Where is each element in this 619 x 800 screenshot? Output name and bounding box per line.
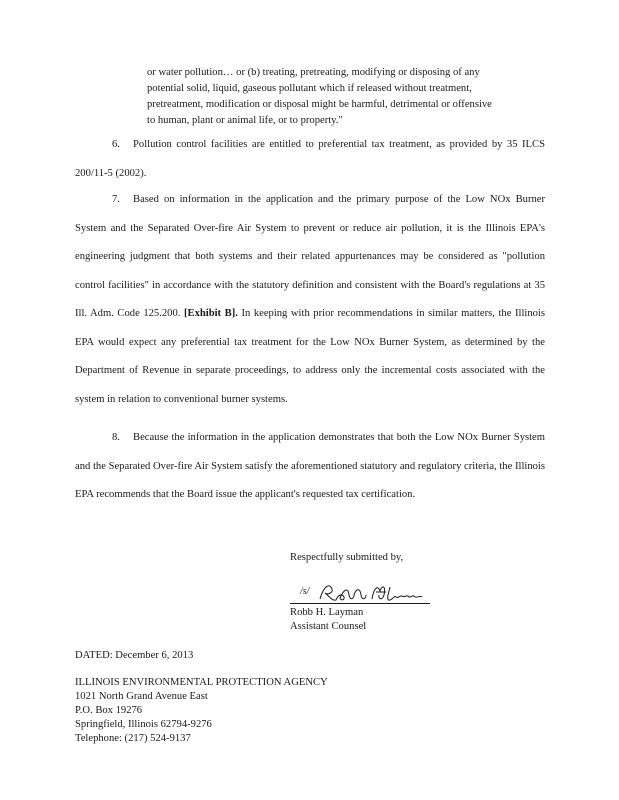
- paragraph-number: 8.: [112, 432, 120, 443]
- signer-title: Assistant Counsel: [290, 621, 367, 632]
- paragraph-number: 7.: [112, 194, 120, 205]
- closing-line: Respectfully submitted by,: [290, 552, 404, 563]
- paragraph-8: [75, 424, 545, 510]
- agency-po-box: P.O. Box 19276: [75, 705, 143, 716]
- quote-line: pretreatment, modification or disposal might be harmful, detrimental or offensive: [147, 99, 492, 110]
- paragraph-text: Based on information in the application and the primary purpose of the Low NOx Burner System and the Separated Over-fire Air System to prevent or reduce air pollution, it is the Illinois EPA's engineering judgment that both systems and their related appurtenances may be considered as "pollution control facilities" in accordance with the statutory definition and consistent with the Board's regulations at 35 Ill. Adm. Code 125.200.: [75, 194, 545, 319]
- agency-address: [75, 676, 328, 746]
- quote-line: to human, plant or animal life, or to property.": [147, 115, 343, 126]
- agency-telephone: Telephone: (217) 524-9137: [75, 733, 191, 744]
- agency-street: 1021 North Grand Avenue East: [75, 691, 208, 702]
- quote-line: or water pollution… or (b) treating, pretreating, modifying or disposing of any: [147, 67, 480, 78]
- exhibit-reference: [Exhibit B].: [183, 308, 238, 319]
- handwritten-signature: [316, 581, 428, 605]
- paragraph-7: [75, 186, 545, 414]
- paragraph-text: Pollution control facilities are entitled to preferential tax treatment, as provided by 35 ILCS 200/11-5 (2002).: [75, 139, 545, 179]
- paragraph-text: In keeping with prior recommendations in similar matters, the Illinois EPA would expect any preferential tax treatment for the Low NOx Burner System, as determined by the Department of Revenue in separate proceedings, to address only the incremental costs associated with the system in relation to conventional burner systems.: [75, 308, 545, 405]
- paragraph-6: [75, 131, 545, 188]
- signer-block: [290, 606, 366, 634]
- date-line: DATED: December 6, 2013: [75, 650, 194, 661]
- signature-line: [290, 583, 430, 604]
- signer-name: Robb H. Layman: [290, 607, 364, 618]
- agency-city: Springfield, Illinois 62794-9276: [75, 719, 212, 730]
- paragraph-number: 6.: [112, 139, 120, 150]
- paragraph-text: Because the information in the application demonstrates that both the Low NOx Burner System and the Separated Over-fire Air System satisfy the aforementioned statutory and regulatory criteria, the Illinois EPA recommends that the Board issue the applicant's requested tax certification.: [75, 432, 545, 500]
- quote-line: potential solid, liquid, gaseous pollutant which if released without treatment,: [147, 83, 472, 94]
- agency-name: ILLINOIS ENVIRONMENTAL PROTECTION AGENCY: [75, 677, 328, 688]
- signature-slash: /s/: [300, 586, 310, 597]
- quoted-definition: [147, 65, 547, 129]
